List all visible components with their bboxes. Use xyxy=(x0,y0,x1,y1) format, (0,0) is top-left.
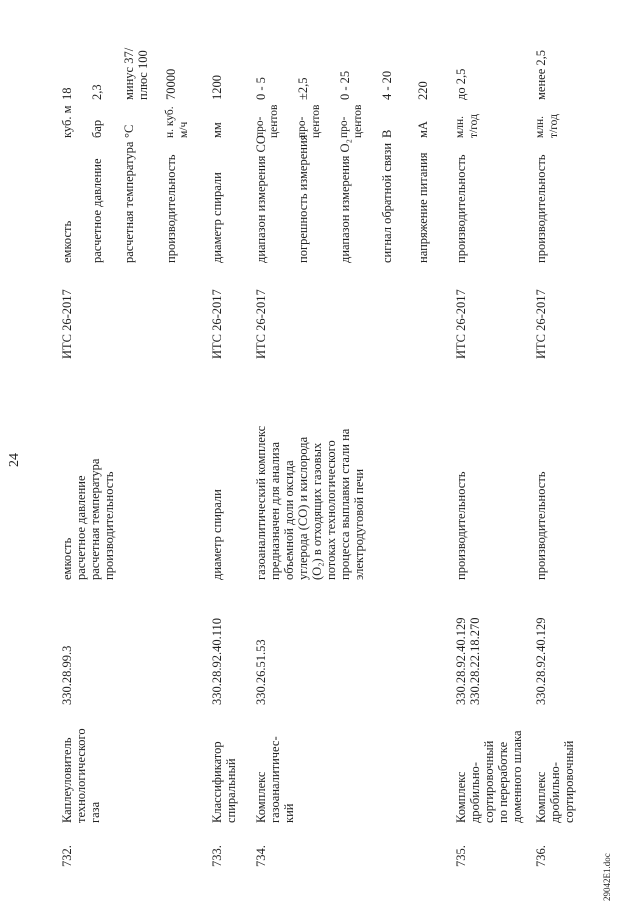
detail-parameter: напряжение питания xyxy=(416,152,430,263)
reference-document: ИТС 26-2017 xyxy=(210,289,224,359)
parameter-description-line: производительность xyxy=(102,471,116,580)
parameter-description-line: расчетное давление xyxy=(74,475,88,580)
equipment-name-line: сортировочный xyxy=(562,740,576,823)
row-number: 736. xyxy=(534,845,548,867)
footer-filename: 29042E1.doc xyxy=(602,853,612,901)
detail-unit-line: мм xyxy=(210,122,224,138)
detail-value-line: 70000 xyxy=(164,68,178,100)
equipment-name-line: дробильно- xyxy=(468,762,482,823)
detail-value-line: 0 - 25 xyxy=(338,70,352,100)
detail-value-line: 2,3 xyxy=(90,84,104,100)
detail-parameter: погрешность измерения xyxy=(296,134,310,263)
equipment-name-line: Комплекс xyxy=(454,771,468,823)
detail-unit-line: бар xyxy=(90,119,104,138)
detail-unit-line: млн. xyxy=(454,115,466,138)
parameter-description-line: объемной доли оксида xyxy=(282,460,296,580)
detail-unit-line: центов xyxy=(310,104,322,138)
detail-value-line: 0 - 5 xyxy=(254,77,268,100)
detail-parameter: производительность xyxy=(454,154,468,263)
equipment-name-line: сортировочный xyxy=(482,740,496,823)
parameter-description-line: емкость xyxy=(60,537,74,580)
detail-value-line: 220 xyxy=(416,81,430,100)
detail-value-line: плюс 100 xyxy=(136,50,150,100)
parameter-description-line: предназначен для анализа xyxy=(268,441,282,580)
detail-value-line: 1200 xyxy=(210,75,224,100)
equipment-name-line: по переработке xyxy=(496,741,510,823)
reference-document: ИТС 26-2017 xyxy=(254,289,268,359)
equipment-code: 330.26.51.53 xyxy=(254,639,268,705)
detail-value-line: 18 xyxy=(60,87,74,100)
equipment-name-line: дробильно- xyxy=(548,762,562,823)
detail-unit-line: °С xyxy=(122,124,136,138)
row-number: 732. xyxy=(60,845,74,867)
detail-unit-line: про- xyxy=(254,116,266,138)
equipment-code: 330.28.92.40.110 xyxy=(210,617,224,705)
parameter-description-line: электродуговой печи xyxy=(352,468,366,580)
equipment-name-line: Комплекс xyxy=(534,771,548,823)
equipment-code: 330.28.22.18.270 xyxy=(468,617,482,705)
parameter-description-line: газоаналитический комплекс xyxy=(254,425,268,580)
detail-unit-line: В xyxy=(380,129,394,138)
equipment-name-line: газа xyxy=(88,801,102,823)
detail-value-line: минус 37/ xyxy=(122,47,136,100)
detail-value-line: до 2,5 xyxy=(454,68,468,100)
parameter-description-line: производительность xyxy=(454,471,468,580)
detail-value-line: ±2,5 xyxy=(296,77,310,100)
parameter-description-line: диаметр спирали xyxy=(210,489,224,580)
equipment-code: 330.28.92.40.129 xyxy=(534,617,548,705)
detail-value-line: 4 - 20 xyxy=(380,70,394,100)
parameter-description-line: углерода (СО) и кислорода xyxy=(296,436,310,580)
detail-parameter: диапазон измерения О₂ xyxy=(338,139,352,263)
detail-parameter: производительность xyxy=(534,154,548,263)
detail-parameter: диаметр спирали xyxy=(210,172,224,263)
detail-unit-line: центов xyxy=(352,104,364,138)
detail-unit-line: куб. м xyxy=(60,105,74,138)
detail-unit-line: мА xyxy=(416,121,430,138)
detail-parameter: расчетная температура xyxy=(122,141,136,263)
parameter-description-line: процесса выплавки стали на xyxy=(338,428,352,580)
detail-unit-line: т/год xyxy=(548,114,560,138)
parameter-description-line: потоках технологического xyxy=(324,440,338,580)
equipment-name-line: Каплеуловитель xyxy=(60,737,74,823)
detail-parameter: емкость xyxy=(60,220,74,263)
detail-unit-line: про- xyxy=(338,116,350,138)
equipment-name-line: Классификатор xyxy=(210,741,224,823)
equipment-name-line: доменного шлака xyxy=(510,730,524,823)
row-number: 734. xyxy=(254,845,268,867)
detail-unit-line: н. куб. xyxy=(164,106,176,138)
parameter-description-line: (О₂) в отходящих газовых xyxy=(310,442,324,580)
equipment-code: 330.28.99.3 xyxy=(60,645,74,705)
detail-parameter: производительность xyxy=(164,154,178,263)
detail-parameter: расчетное давление xyxy=(90,158,104,263)
row-number: 735. xyxy=(454,845,468,867)
reference-document: ИТС 26-2017 xyxy=(534,289,548,359)
page-number: 24 xyxy=(7,453,22,467)
equipment-name-line: кий xyxy=(282,803,296,823)
equipment-name-line: спиральный xyxy=(224,758,238,823)
equipment-code: 330.28.92.40.129 xyxy=(454,617,468,705)
parameter-description-line: производительность xyxy=(534,471,548,580)
reference-document: ИТС 26-2017 xyxy=(454,289,468,359)
detail-parameter: сигнал обратной связи xyxy=(380,142,394,263)
detail-parameter: диапазон измерения СО xyxy=(254,135,268,263)
detail-unit-line: про- xyxy=(296,116,308,138)
equipment-name-line: газоаналитичес- xyxy=(268,736,282,823)
equipment-name-line: технологического xyxy=(74,728,88,823)
detail-unit-line: м/ч xyxy=(178,121,190,138)
detail-unit-line: т/год xyxy=(468,114,480,138)
detail-unit-line: центов xyxy=(268,104,280,138)
detail-value-line: менее 2,5 xyxy=(534,50,548,100)
equipment-name-line: Комплекс xyxy=(254,771,268,823)
reference-document: ИТС 26-2017 xyxy=(60,289,74,359)
row-number: 733. xyxy=(210,845,224,867)
parameter-description-line: расчетная температура xyxy=(88,458,102,580)
detail-unit-line: млн. xyxy=(534,115,546,138)
